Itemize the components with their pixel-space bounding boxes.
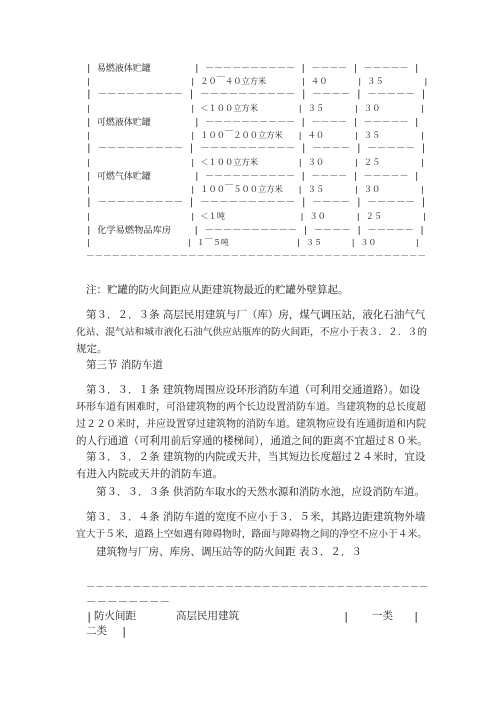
paragraph-3-2-3 <box>76 307 428 358</box>
paragraph-3-3-1 <box>76 382 428 450</box>
table-row: | 可燃气体贮罐 | －－－－－－－－－－ | －－－－ | －－－－－ | <box>86 172 420 182</box>
table-row: | | ２０￣４０立方米 | ４０ | ３５ | <box>86 76 429 86</box>
table-cell-border: | <box>121 626 128 638</box>
table-row: | －－－－－－－－－ | －－－－－－－－－－ | －－－－ | －－－－－ | <box>86 89 427 100</box>
text-line: 环形车道有困难时，可沿建筑物的两个长边设置消防车道。当建筑物的总长度超 <box>76 402 426 413</box>
text-line: 规定。 <box>76 343 108 355</box>
table-top-rule: －－－－－－－－－－－－－－－－－－－－－－－－－－－－－－－－－－－－－ <box>86 582 429 593</box>
header-fire-distance: 防火间距 <box>94 610 136 622</box>
text-line: 过２２０米时，并应设置穿过建筑物的消防车道。建筑物应设有连通街道和内院 <box>76 419 426 430</box>
text-line: 第３．３．１条 建筑物周围应设环形消防车道（可利用交通道路）。如设 <box>86 384 421 396</box>
text-line: 第３．３．２条 建筑物的内院或天井，当其短边长度超过２４米时，宜设 <box>86 451 426 463</box>
text-line: 第３．２．３条 高层民用建筑与厂（库）房，煤气调压站，液化石油气气 <box>86 309 426 321</box>
table-row: | | １００￣２００立方米 | ４０ | ３５ | <box>86 130 426 140</box>
table-caption: 建筑物与厂房、库房、调压站等的防火间距 表３．２．３ <box>96 546 362 558</box>
text-line: 化站、混气站和城市液化石油气供应站瓶库的防火间距，不应小于表３．２．３的 <box>76 327 427 338</box>
paragraph-3-3-2 <box>76 449 428 483</box>
text-line: 有进入内院或天井的消防车道。 <box>76 468 223 480</box>
paragraph-3-3-3: 第３．３．３条 供消防车取水的天然水源和消防水池，应设消防车道。 <box>96 486 425 498</box>
header-class-one: 一类 <box>372 610 393 622</box>
table-row: | －－－－－－－－－ | －－－－－－－－－－ | －－－－ | －－－－－ | <box>86 197 427 208</box>
table-row: | 易燃液体贮罐 | －－－－－－－－－－ | －－－－ | －－－－－ | <box>86 64 420 74</box>
header-high-rise-civil-building: 高层民用建筑 <box>176 610 239 622</box>
table-cell-border: | <box>343 611 350 623</box>
text-line: 的人行通道（可利用前后穿通的楼梯间），通道之间的距离不宜超过８０米。 <box>76 435 428 447</box>
table-row: | 化学易燃物品库房 | －－－－－－－－－－ | －－－－ | －－－－－ | <box>86 225 425 236</box>
table-row: | 可燃液体贮罐 | －－－－－－－－－－ | －－－－ | －－－－－ | <box>86 118 420 128</box>
header-class-two: 二类 <box>86 625 107 637</box>
table-row: | －－－－－－－－－ | －－－－－－－－－－ | －－－－ | －－－－－ | <box>86 143 427 154</box>
section-title: 第三节 消防车道 <box>86 359 163 371</box>
table-row: | | １￣５吨 | ３５ | ３０ | <box>86 238 420 247</box>
text-line: 宜大于５米，道路上空如遇有障碍物时，路面与障碍物之间的净空不应小于４米。 <box>76 529 427 540</box>
paragraph-3-3-4 <box>76 509 428 543</box>
table-row: | | ＜１００立方米 | ３０ | ２５ | <box>86 157 426 167</box>
table-top-rule: －－－－－－－－ <box>86 596 170 608</box>
table-cell-border: | <box>413 611 420 623</box>
table-row: | | ＜１００立方米 | ３５ | ３０ | <box>86 103 426 113</box>
table-row: | | １００￣５００立方米 | ３５ | ３０ | <box>86 184 426 194</box>
table-bottom-rule: －－－－－－－－－－－－－－－－－－－－－－－－－－－－－－－－－－－－－－－－ <box>86 252 427 262</box>
table-row: | | ＜１吨 | ３０ | ２５ | <box>86 211 427 221</box>
text-line: 第３．３．４条 消防车道的宽度不应小于３．５米，其路边距建筑物外墙 <box>86 511 426 523</box>
table-cell-border: | <box>86 611 93 623</box>
table-note: 注：贮罐的防火间距应从距建筑物最近的贮罐外壁算起。 <box>86 284 349 296</box>
